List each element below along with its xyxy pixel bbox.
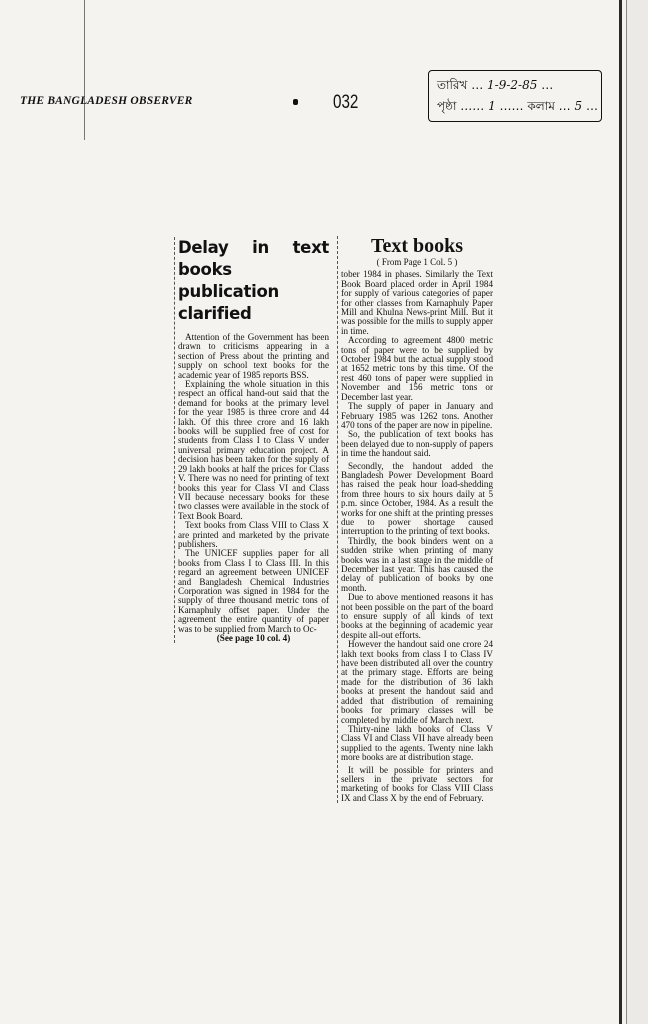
bullet-mark <box>293 99 298 105</box>
continuation-note: (See page 10 col. 4) <box>216 633 291 643</box>
scan-edge-border <box>619 0 622 1024</box>
paragraph: Thirty-nine lakh books of Class V Class VI and Class VII have already been supplied to the agents. Twenty nine lakh more books are at distribution stage. <box>341 723 493 763</box>
paragraph: Thirdly, the book binders went on a sudden strike when printing of many books was in a last stage in the middle of December last year. This has caused the delay of publication of books by one month. <box>341 535 493 593</box>
stamp-date-value: 1-9-2-85 <box>487 78 538 92</box>
paragraph: However the handout said one crore 24 lakh text books from class I to Class IV have been distributed all over the country at the primary stage. Efforts are being made for the distribution of 36 lakh books at present the handout said and added that distribution of remaining books for primary classes will be completed by middle of March next. <box>341 639 493 725</box>
paragraph: It will be possible for printers and sellers in the private sectors for marketing of books for Class VIII Class IX and Class X by the end of February. <box>341 764 493 803</box>
stamp-column-value: 5 <box>574 99 583 113</box>
paragraph: According to agreement 4800 metric tons of paper were to be supplied by October 1984 but the actual supply stood at 1652 metric tons by this time. Of the rest 460 tons of paper were supplied in November and 156 metric tons or December last year. <box>341 335 493 402</box>
page-number: 032 <box>333 92 359 113</box>
paragraph: The supply of paper in January and February 1985 was 1262 tons. Another 470 tons of the paper are now in pipeline. <box>341 401 493 430</box>
stamp-page-value: 1 <box>488 99 496 113</box>
stamp-page-row: পৃষ্ঠা …… 1 …… কলাম … 5 … <box>437 99 598 113</box>
archive-stamp <box>428 70 602 122</box>
paragraph: Due to above mentioned reasons it has not been possible on the part of the board to ensure supply of all kinds of text books at the beginning of academic year despite all-out efforts. <box>341 592 493 640</box>
paragraph: Attention of the Government has been drawn to criticisms appearing in a section of Press about the printing and supply on school text books for the academic year of 1985 reports BSS. <box>178 332 329 380</box>
stamp-column-label: কলাম <box>527 99 555 113</box>
scan-edge-strip <box>626 0 648 1024</box>
paragraph: tober 1984 in phases. Similarly the Text Book Board placed order in April 1984 for supply of various categories of paper for other classes from Karnaphuly Paper Mill and Khulna News-print Mill. But it was possible for the mills to supply apper in time. <box>341 269 493 336</box>
paragraph: Text books from Class VIII to Class X are printed and marketed by the private publishers. <box>178 520 329 549</box>
paragraph: The UNICEF supplies paper for all books from Class I to Class III. In this regard an agreement between UNICEF and Bangladesh Chemical Industries Corporation was signed in 1984 for the supply of three thousand metric tons of Karnaphuly offset paper. Under the agreement the entire quantity of paper was to be supplied from March to Oc- <box>178 548 329 634</box>
left-article-headline: Delay in text books publication clarified <box>178 238 329 323</box>
right-article-headline: Text books <box>370 235 464 257</box>
paragraph: So, the publication of text books has been delayed due to non-supply of papers in time the handout said. <box>341 429 493 459</box>
newspaper-masthead: THE BANGLADESH OBSERVER <box>20 95 193 107</box>
right-article <box>337 236 493 803</box>
stamp-date-label: তারিখ <box>437 78 468 92</box>
scan-margin-line <box>84 0 85 140</box>
stamp-date-row: তারিখ … 1-9-2-85 … <box>437 78 554 92</box>
stamp-page-label: পৃষ্ঠা <box>437 99 457 113</box>
paragraph: Secondly, the handout added the Bangladesh Power Development Board has raised the peak hour load-shedding from three hours to six hours daily at 5 p.m. since October, 1984. As a result the works for one shift at the printing presses due to power shortage caused interruption to the printing of text books. <box>341 460 493 537</box>
from-page-note: ( From Page 1 Col. 5 ) <box>376 257 458 267</box>
left-article <box>174 237 329 643</box>
paragraph: Explaining the whole situation in this respect an offical hand-out said that the demand for books at the primary level for the year 1985 is three crore and 44 lakh. Of this three crore and 16 lakh books will be supplied free of cost for students from Class I to Class V under universal primary education project. A decision has been taken for the supply of 29 lakh books at half the prices for Class V. There was no need for printing of text books this year for Class VI and Class VII because necessary books for these two classes were available in the stock of Text Book Board. <box>178 379 329 521</box>
